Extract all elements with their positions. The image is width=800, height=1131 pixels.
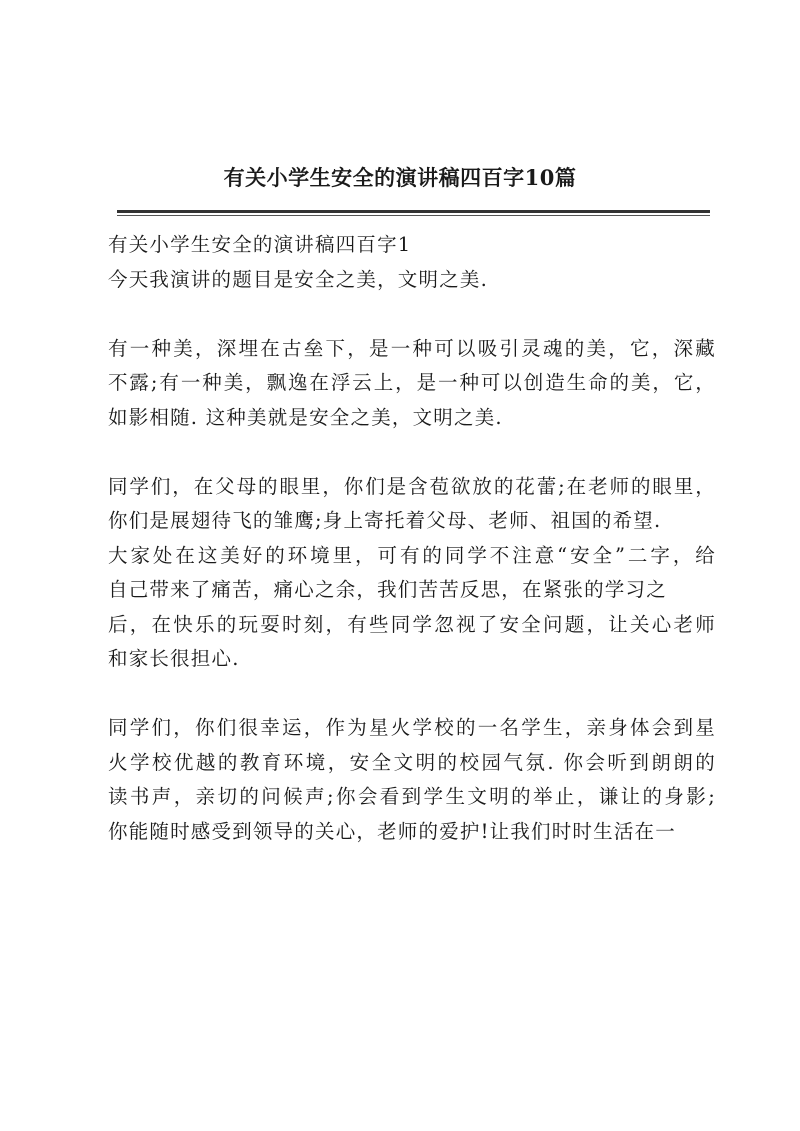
paragraph-3-line: 你能随时感受到领导的关心，老师的爱护!让我们时时生活在一 <box>108 819 676 843</box>
document-title: 有关小学生安全的演讲稿四百字10篇 <box>223 165 577 190</box>
paragraph-2-line: 自己带来了痛苦，痛心之余，我们苦苦反思，在紧张的学习之 <box>108 578 667 601</box>
paragraph-spacer <box>108 435 716 470</box>
title-divider <box>117 210 710 213</box>
paragraph-1-line: 不露;有一种美，飘逸在浮云上，是一种可以创造生命的美，它， <box>108 371 716 394</box>
paragraph-2-line: 后，在快乐的玩耍时刻，有些同学忽视了安全问题，让关心老师 <box>108 612 716 636</box>
paragraph-1-line: 有一种美，深埋在古垒下，是一种可以吸引灵魂的美，它，深藏 <box>108 336 716 360</box>
paragraph-3-line: 同学们，你们很幸运，作为星火学校的一名学生，亲身体会到星 <box>108 716 716 739</box>
paragraph-2-line: 你们是展翅待飞的雏鹰;身上寄托着父母、老师、祖国的希望. <box>108 509 662 532</box>
intro-line: 今天我演讲的题目是安全之美，文明之美. <box>108 267 488 291</box>
section-heading: 有关小学生安全的演讲稿四百字1 <box>108 233 412 256</box>
paragraph-1-line: 如影相随. 这种美就是安全之美，文明之美. <box>108 405 503 429</box>
paragraph-spacer <box>108 297 716 332</box>
paragraph-spacer <box>108 677 716 712</box>
paragraph-3-line: 读书声，亲切的问候声;你会看到学生文明的举止，谦让的身影; <box>108 785 716 808</box>
paragraph-3-line: 火学校优越的教育环境，安全文明的校园气氛. 你会听到朗朗的 <box>108 750 716 774</box>
paragraph-2-line: 和家长很担心. <box>108 647 240 670</box>
paragraph-2-line: 同学们，在父母的眼里，你们是含苞欲放的花蕾;在老师的眼里， <box>108 474 716 498</box>
paragraph-2-line: 大家处在这美好的环境里，可有的同学不注意“安全”二字，给 <box>108 543 716 567</box>
document-body <box>108 228 716 849</box>
